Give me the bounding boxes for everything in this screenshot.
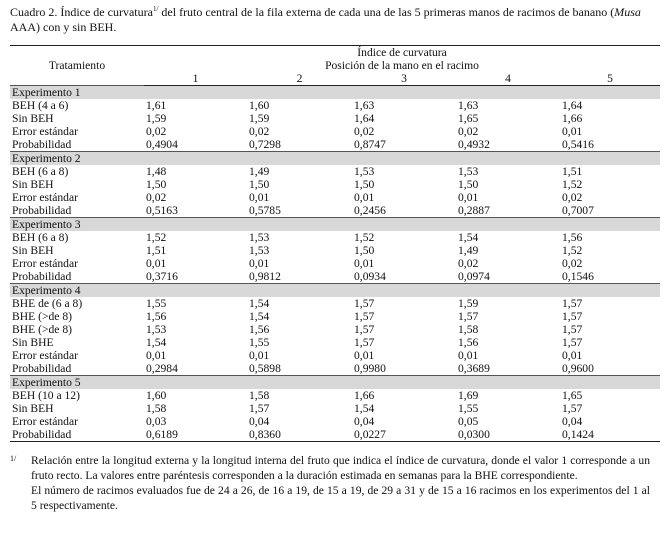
- index-header: Índice de curvatura: [144, 46, 660, 60]
- caption-species: Musa: [614, 5, 641, 19]
- table-header: [10, 46, 660, 86]
- value-cell: 0,01: [562, 125, 583, 138]
- value-cell: 1,51: [146, 244, 167, 257]
- treatment-cell: Error estándar: [12, 349, 78, 362]
- value-cell: 1,54: [146, 336, 167, 349]
- experiment-label: Experimento 5: [10, 376, 144, 390]
- value-cell: 0,3716: [146, 270, 178, 283]
- value-cell: 0,8360: [247, 428, 352, 442]
- value-cell: 0,02: [146, 125, 167, 138]
- value-cell: 0,01: [146, 349, 167, 362]
- value-cell: 1,66: [354, 389, 375, 402]
- table-row: [10, 125, 660, 138]
- value-cell: 0,3689: [458, 362, 490, 375]
- value-cell: 1,53: [458, 165, 479, 178]
- value-cell: 0,04: [249, 415, 270, 428]
- value-cell: 0,01: [458, 191, 479, 204]
- treatment-cell: Sin BEH: [12, 112, 54, 125]
- experiment-header-row: [10, 86, 660, 100]
- value-cell: 0,5416: [562, 138, 594, 151]
- table-row: [10, 165, 660, 178]
- position-header-3: 3: [352, 72, 456, 86]
- value-cell: 0,1546: [562, 270, 594, 283]
- table-row: [10, 112, 660, 125]
- value-cell: 0,0227: [352, 428, 456, 442]
- value-cell: 1,63: [458, 99, 479, 112]
- value-cell: 1,52: [354, 231, 375, 244]
- treatment-cell: Sin BEH: [12, 244, 54, 257]
- table-row: [10, 336, 660, 349]
- experiment-label: Experimento 3: [10, 218, 144, 232]
- value-cell: 1,49: [249, 165, 270, 178]
- table-row: [10, 231, 660, 244]
- treatment-cell: BHE (>de 8): [12, 310, 72, 323]
- treatment-cell: Probabilidad: [12, 204, 72, 217]
- value-cell: 0,6189: [144, 428, 247, 442]
- experiment-header-row: [10, 218, 660, 232]
- treatment-cell: Probabilidad: [12, 138, 72, 151]
- value-cell: 1,57: [562, 402, 583, 415]
- position-header-5: 5: [560, 72, 660, 86]
- value-cell: 1,57: [562, 297, 583, 310]
- value-cell: 1,50: [458, 178, 479, 191]
- value-cell: 0,02: [458, 257, 479, 270]
- experiment-header-row: [10, 284, 660, 298]
- value-cell: 1,64: [562, 99, 583, 112]
- value-cell: 0,01: [354, 191, 375, 204]
- value-cell: 1,49: [458, 244, 479, 257]
- table-body: [10, 86, 660, 442]
- value-cell: 1,57: [458, 310, 479, 323]
- caption-text: del fruto central de la fila externa de cada una de las 5 primeras manos de racimos de banano (: [158, 5, 615, 19]
- value-cell: 1,60: [146, 389, 167, 402]
- position-header: Posición de la mano en el racimo: [325, 59, 479, 72]
- value-cell: 1,69: [458, 389, 479, 402]
- value-cell: 0,8747: [354, 138, 386, 151]
- experiment-label: Experimento 1: [10, 86, 144, 100]
- treatment-cell: Sin BEH: [12, 402, 54, 415]
- value-cell: 0,01: [249, 257, 270, 270]
- experiment-band: [144, 152, 660, 166]
- treatment-cell: BHE (>de 8): [12, 323, 72, 336]
- value-cell: 1,52: [562, 178, 583, 191]
- table-row: [10, 138, 660, 152]
- experiment-header-row: [10, 152, 660, 166]
- value-cell: 0,9980: [354, 362, 386, 375]
- value-cell: 0,05: [458, 415, 479, 428]
- value-cell: 1,50: [146, 178, 167, 191]
- curvature-table: [10, 45, 660, 442]
- value-cell: 1,57: [354, 297, 375, 310]
- caption-suffix: AAA) con y sin BEH.: [10, 20, 117, 34]
- value-cell: 1,56: [458, 336, 479, 349]
- value-cell: 0,0934: [354, 270, 386, 283]
- value-cell: 0,02: [562, 257, 583, 270]
- footnotes: [10, 453, 650, 513]
- value-cell: 0,01: [562, 349, 583, 362]
- value-cell: 0,4932: [458, 138, 490, 151]
- value-cell: 1,59: [249, 112, 270, 125]
- value-cell: 1,59: [458, 297, 479, 310]
- value-cell: 1,55: [458, 402, 479, 415]
- table-row: [10, 178, 660, 191]
- value-cell: 1,57: [562, 310, 583, 323]
- value-cell: 1,65: [458, 112, 479, 125]
- value-cell: 1,57: [354, 336, 375, 349]
- table-row: [10, 402, 660, 415]
- value-cell: 0,5785: [249, 204, 281, 217]
- value-cell: 1,58: [146, 402, 167, 415]
- value-cell: 0,02: [562, 191, 583, 204]
- value-cell: 0,01: [354, 257, 375, 270]
- footnote-2: El número de racimos evaluados fue de 24 a 26, de 16 a 19, de 15 a 19, de 29 a 31 y de 15 a 16 racimos en los experimentos del 1 al 5 respectivamente.: [31, 484, 650, 512]
- value-cell: 1,56: [562, 231, 583, 244]
- value-cell: 1,56: [146, 310, 167, 323]
- value-cell: 1,54: [249, 310, 270, 323]
- value-cell: 0,2887: [458, 204, 490, 217]
- footnote-mark: 1/: [10, 454, 17, 463]
- value-cell: 0,01: [146, 257, 167, 270]
- value-cell: 0,04: [354, 415, 375, 428]
- value-cell: 0,01: [249, 349, 270, 362]
- value-cell: 1,55: [146, 297, 167, 310]
- experiment-label: Experimento 2: [10, 152, 144, 166]
- value-cell: 1,52: [146, 231, 167, 244]
- value-cell: 0,02: [354, 125, 375, 138]
- treatment-cell: Error estándar: [12, 125, 78, 138]
- table-row: [10, 323, 660, 336]
- value-cell: 1,60: [249, 99, 270, 112]
- table-row: [10, 349, 660, 362]
- value-cell: 1,55: [249, 336, 270, 349]
- table-row: [10, 257, 660, 270]
- value-cell: 1,57: [354, 323, 375, 336]
- position-header-1: 1: [144, 72, 247, 86]
- value-cell: 0,04: [562, 415, 583, 428]
- treatment-cell: BHE de (6 a 8): [12, 297, 83, 310]
- value-cell: 1,50: [354, 178, 375, 191]
- value-cell: 0,02: [249, 125, 270, 138]
- value-cell: 1,59: [146, 112, 167, 125]
- value-cell: 0,01: [458, 349, 479, 362]
- value-cell: 1,50: [354, 244, 375, 257]
- value-cell: 1,56: [249, 323, 270, 336]
- value-cell: 1,53: [146, 323, 167, 336]
- value-cell: 0,03: [146, 415, 167, 428]
- experiment-band: [144, 218, 660, 232]
- table-row: [10, 297, 660, 310]
- value-cell: 0,9812: [249, 270, 281, 283]
- value-cell: 0,2984: [146, 362, 178, 375]
- value-cell: 0,02: [458, 125, 479, 138]
- value-cell: 1,51: [562, 165, 583, 178]
- value-cell: 1,48: [146, 165, 167, 178]
- table-row: [10, 270, 660, 284]
- table-row: [10, 362, 660, 376]
- value-cell: 0,1424: [560, 428, 660, 442]
- value-cell: 1,65: [562, 389, 583, 402]
- value-cell: 1,57: [354, 310, 375, 323]
- position-header-2: 2: [247, 72, 352, 86]
- treatment-cell: BEH (10 a 12): [12, 389, 80, 402]
- treatment-cell: Error estándar: [12, 415, 78, 428]
- value-cell: 1,54: [249, 297, 270, 310]
- value-cell: 1,63: [354, 99, 375, 112]
- value-cell: 1,61: [146, 99, 167, 112]
- table-row: [10, 191, 660, 204]
- caption-prefix: Cuadro 2. Índice de curvatura: [10, 5, 153, 19]
- value-cell: 1,58: [458, 323, 479, 336]
- value-cell: 0,01: [354, 349, 375, 362]
- value-cell: 1,53: [249, 244, 270, 257]
- table-caption: [10, 5, 660, 35]
- experiment-band: [144, 86, 660, 100]
- treatment-cell: Error estándar: [12, 191, 78, 204]
- treatment-cell: Probabilidad: [12, 270, 72, 283]
- treatment-header: Tratamiento: [10, 46, 144, 86]
- value-cell: 1,58: [249, 389, 270, 402]
- value-cell: 0,9600: [562, 362, 594, 375]
- footnote-1: Relación entre la longitud externa y la longitud interna del fruto que indica el índice de curvatura, donde el valor 1 corresponde a un fruto recto. La valores entre paréntesis corresponden a la duración estimada en semanas para la BHE correspondiente.: [31, 454, 650, 482]
- table-row: [10, 310, 660, 323]
- position-header-4: 4: [456, 72, 560, 86]
- value-cell: 1,50: [249, 178, 270, 191]
- treatment-cell: Error estándar: [12, 257, 78, 270]
- treatment-cell: BEH (4 a 6): [12, 99, 69, 112]
- treatment-cell: BEH (6 a 8): [12, 231, 69, 244]
- value-cell: 0,7007: [562, 204, 594, 217]
- value-cell: 1,57: [562, 336, 583, 349]
- value-cell: 1,64: [354, 112, 375, 125]
- treatment-cell: Sin BHE: [12, 336, 54, 349]
- value-cell: 0,0974: [458, 270, 490, 283]
- value-cell: 1,54: [354, 402, 375, 415]
- table-row: [10, 204, 660, 218]
- value-cell: 0,7298: [249, 138, 281, 151]
- value-cell: 0,0300: [456, 428, 560, 442]
- value-cell: 1,53: [354, 165, 375, 178]
- treatment-cell: BEH (6 a 8): [12, 165, 69, 178]
- value-cell: 1,57: [249, 402, 270, 415]
- experiment-header-row: [10, 376, 660, 390]
- value-cell: 1,54: [458, 231, 479, 244]
- value-cell: 0,01: [249, 191, 270, 204]
- treatment-cell: Probabilidad: [10, 428, 144, 442]
- table-row: [10, 389, 660, 402]
- value-cell: 1,66: [562, 112, 583, 125]
- experiment-label: Experimento 4: [10, 284, 144, 298]
- experiment-band: [144, 284, 660, 298]
- treatment-cell: Sin BEH: [12, 178, 54, 191]
- value-cell: 1,52: [562, 244, 583, 257]
- value-cell: 0,5898: [249, 362, 281, 375]
- table-row: [10, 428, 660, 442]
- value-cell: 0,02: [146, 191, 167, 204]
- caption-footnote-mark: 1/: [152, 5, 159, 13]
- value-cell: 0,4904: [146, 138, 178, 151]
- value-cell: 0,2456: [354, 204, 386, 217]
- table-row: [10, 99, 660, 112]
- value-cell: 1,53: [249, 231, 270, 244]
- table-row: [10, 244, 660, 257]
- table-row: [10, 415, 660, 428]
- value-cell: 0,5163: [146, 204, 178, 217]
- treatment-cell: Probabilidad: [12, 362, 72, 375]
- value-cell: 1,57: [562, 323, 583, 336]
- experiment-band: [144, 376, 660, 390]
